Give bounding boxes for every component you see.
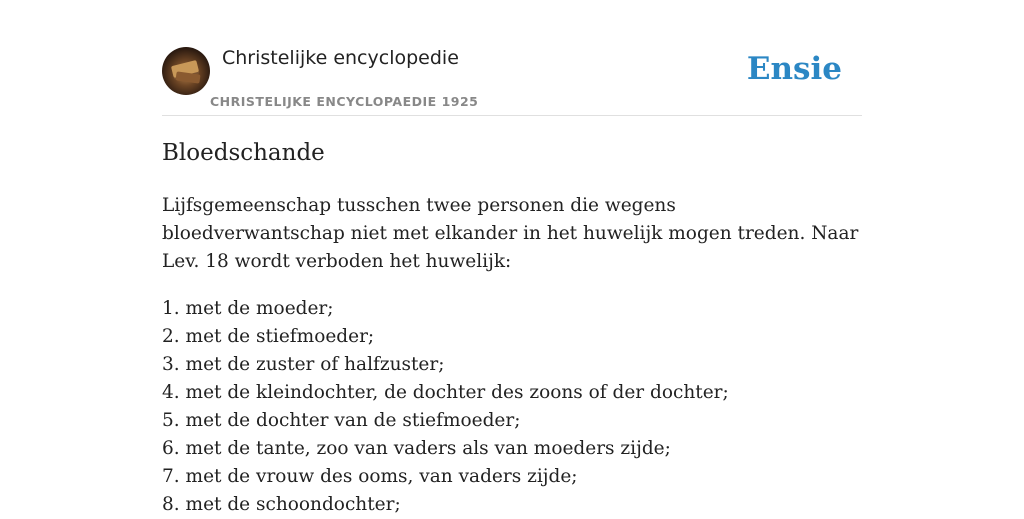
list-item: 5. met de dochter van de stiefmoeder; bbox=[162, 410, 521, 431]
article-title: Bloedschande bbox=[162, 140, 325, 166]
header-divider bbox=[162, 115, 862, 116]
article-intro: Lijfsgemeenschap tusschen twee personen die wegens bloedverwantschap niet met elkander in het huwelijk mogen treden. Naar Lev. 18 wordt verboden het huwelijk: bbox=[162, 195, 859, 272]
list-item: 8. met de schoondochter; bbox=[162, 494, 401, 515]
brand-logo[interactable]: Ensie bbox=[746, 51, 842, 87]
site-subtitle: CHRISTELIJKE ENCYCLOPAEDIE 1925 bbox=[210, 94, 479, 109]
list-item: 2. met de stiefmoeder; bbox=[162, 326, 375, 347]
site-header bbox=[162, 47, 862, 115]
list-item: 7. met de vrouw des ooms, van vaders zijde; bbox=[162, 466, 578, 487]
book-image-lower bbox=[175, 71, 200, 83]
prohibition-list bbox=[162, 295, 862, 519]
list-item: 3. met de zuster of halfzuster; bbox=[162, 354, 445, 375]
list-item: 6. met de tante, zoo van vaders als van moeders zijde; bbox=[162, 438, 671, 459]
site-name-link[interactable]: Christelijke encyclopedie bbox=[222, 47, 459, 69]
site-avatar[interactable] bbox=[162, 47, 210, 95]
list-item: 4. met de kleindochter, de dochter des zoons of der dochter; bbox=[162, 382, 729, 403]
list-item: 1. met de moeder; bbox=[162, 298, 334, 319]
